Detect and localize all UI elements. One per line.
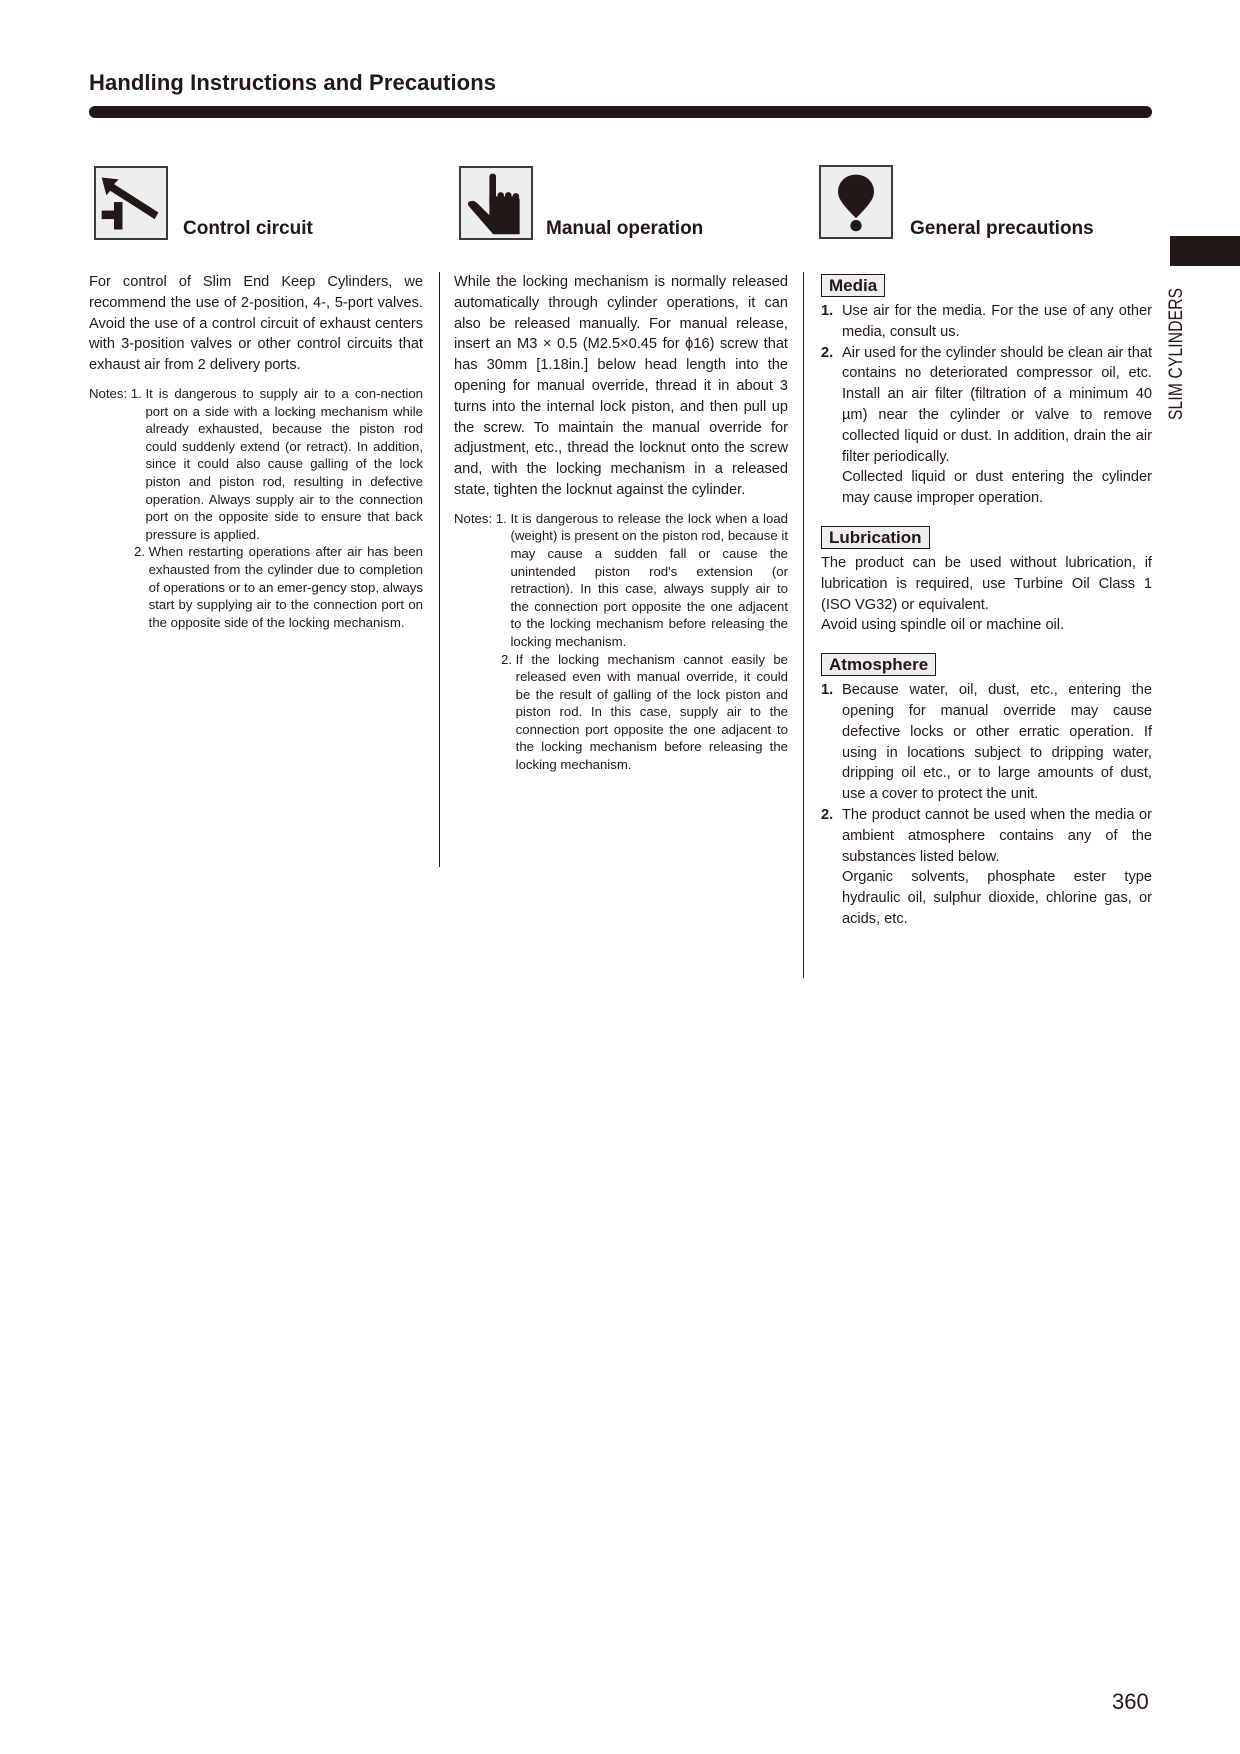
manual-operation-section [454,272,788,774]
list-text: Because water, oil, dust, etc., entering the opening for manual override may cause defective locks or other erratic operation. If using in locations subject to dripping water, dripping oil etc., or to large amounts of dust, use a cover to protect the unit. [842,682,1152,803]
general-precautions-heading: General precautions [910,218,1094,239]
list-number: 2. [821,344,834,361]
media-section [821,274,1152,509]
note-text: When restarting operations after air has been exhausted from the cylinder due to completion of operations or to an emer-gency stop, always start by supplying air to the connection port on the opposite side of the locking mechanism. [148,544,423,630]
list-item [821,680,1152,805]
note-item [454,651,788,774]
list-text: The product cannot be used when the media or ambient atmosphere contains any of the substances listed below. [842,806,1152,865]
lubrication-text: The product can be used without lubrication, if lubrication is required, use Turbine Oil Class 1 (ISO VG32) or equivalent. [821,554,1152,613]
pointing-hand-icon [459,166,533,240]
control-circuit-section [89,272,423,631]
note-text: It is dangerous to supply air to a con-nection port on a side with a locking mechanism while already exhausted, because the piston rod could suddenly extend (or retract). In addition, since it could also cause galling of the lock piston and piston rod, resulting in defective operation. Always supply air to the connection port on the opposite side to ensure that back pressure is applied. [145,385,423,542]
lubrication-section [821,526,1152,636]
media-list [821,301,1152,509]
note-prefix: 2. [134,544,149,560]
list-text: Organic solvents, phosphate ester type hydraulic oil, sulphur dioxide, chlorine gas, or acids, etc. [842,869,1152,927]
list-number: 1. [821,303,834,319]
control-circuit-heading: Control circuit [183,218,313,239]
note-prefix: Notes: 1. [454,510,511,526]
note-item [89,543,423,631]
list-text: Collected liquid or dust entering the cylinder may cause improper operation. [842,469,1152,507]
manual-operation-body: While the locking mechanism is normally released automatically through cylinder operations, it can also be released manually. For manual release, insert an M3 × 0.5 (M2.5×0.45 for ϕ16) screw that has 30mm [1.18in.] below head length into the opening for manual override, thread it in about 3 turns into the internal lock piston, and then pull up the screw. To maintain the manual override for adjustment, etc., thread the locknut onto the screw and, with the locking mechanism in a released state, tighten the locknut against the cylinder. [454,274,788,498]
column-divider [803,272,804,978]
page-number: 360 [1112,1689,1149,1714]
list-item [821,805,1152,930]
manual-operation-notes [454,510,788,774]
list-text: Air used for the cylinder should be clean air that contains no deteriorated compressor oil, etc. Install an air filter (filtration of a minimum 40 µm) near the cylinder or valve to remove collected liquid or dust. In addition, drain the air filter periodically. [842,344,1152,465]
lubrication-tag: Lubrication [821,526,930,549]
control-circuit-notes [89,385,423,631]
list-item [821,301,1152,343]
list-number: 1. [821,682,834,699]
exclamation-icon [819,165,893,239]
control-circuit-body: For control of Slim End Keep Cylinders, we recommend the use of 2-position, 4-, 5-port valves. Avoid the use of a control circuit of exhaust centers with 3-position valves or other control circuits that exhaust air from 2 delivery ports. [89,274,423,374]
lubrication-text: Avoid using spindle oil or machine oil. [821,617,1065,634]
note-prefix: Notes: 1. [89,385,146,401]
side-tab-label: SLIM CYLINDERS [1166,287,1187,420]
side-tab-marker [1170,236,1240,266]
title-rule [89,106,1152,118]
control-circuit-arrow-icon [94,166,168,240]
list-number: 2. [821,806,834,823]
note-text: If the locking mechanism cannot easily be released even with manual override, it could be the result of galling of the lock piston and piston rod. In this case, supply air to the connection port opposite the one adjacent to the locking mechanism before releasing the locking mechanism. [515,651,788,773]
note-text: It is dangerous to release the lock when a load (weight) is present on the piston rod, because it may cause a sudden fall or cause the unintended piston rod's extension (or retraction). In this case, always supply air to the connection port opposite the one adjacent to the locking mechanism before releasing the locking mechanism. [510,510,788,649]
note-item [454,510,788,651]
list-item [821,343,1152,509]
list-text: Use air for the media. For the use of any other media, consult us. [842,303,1152,340]
atmosphere-section [821,653,1152,930]
note-prefix: 2. [501,651,516,667]
note-item [89,385,423,543]
page-title: Handling Instructions and Precautions [89,70,497,95]
general-precautions-section [821,274,1152,947]
manual-operation-heading: Manual operation [546,218,704,239]
media-tag: Media [821,274,885,297]
atmosphere-tag: Atmosphere [821,653,936,676]
column-divider [439,272,440,867]
atmosphere-list [821,680,1152,930]
